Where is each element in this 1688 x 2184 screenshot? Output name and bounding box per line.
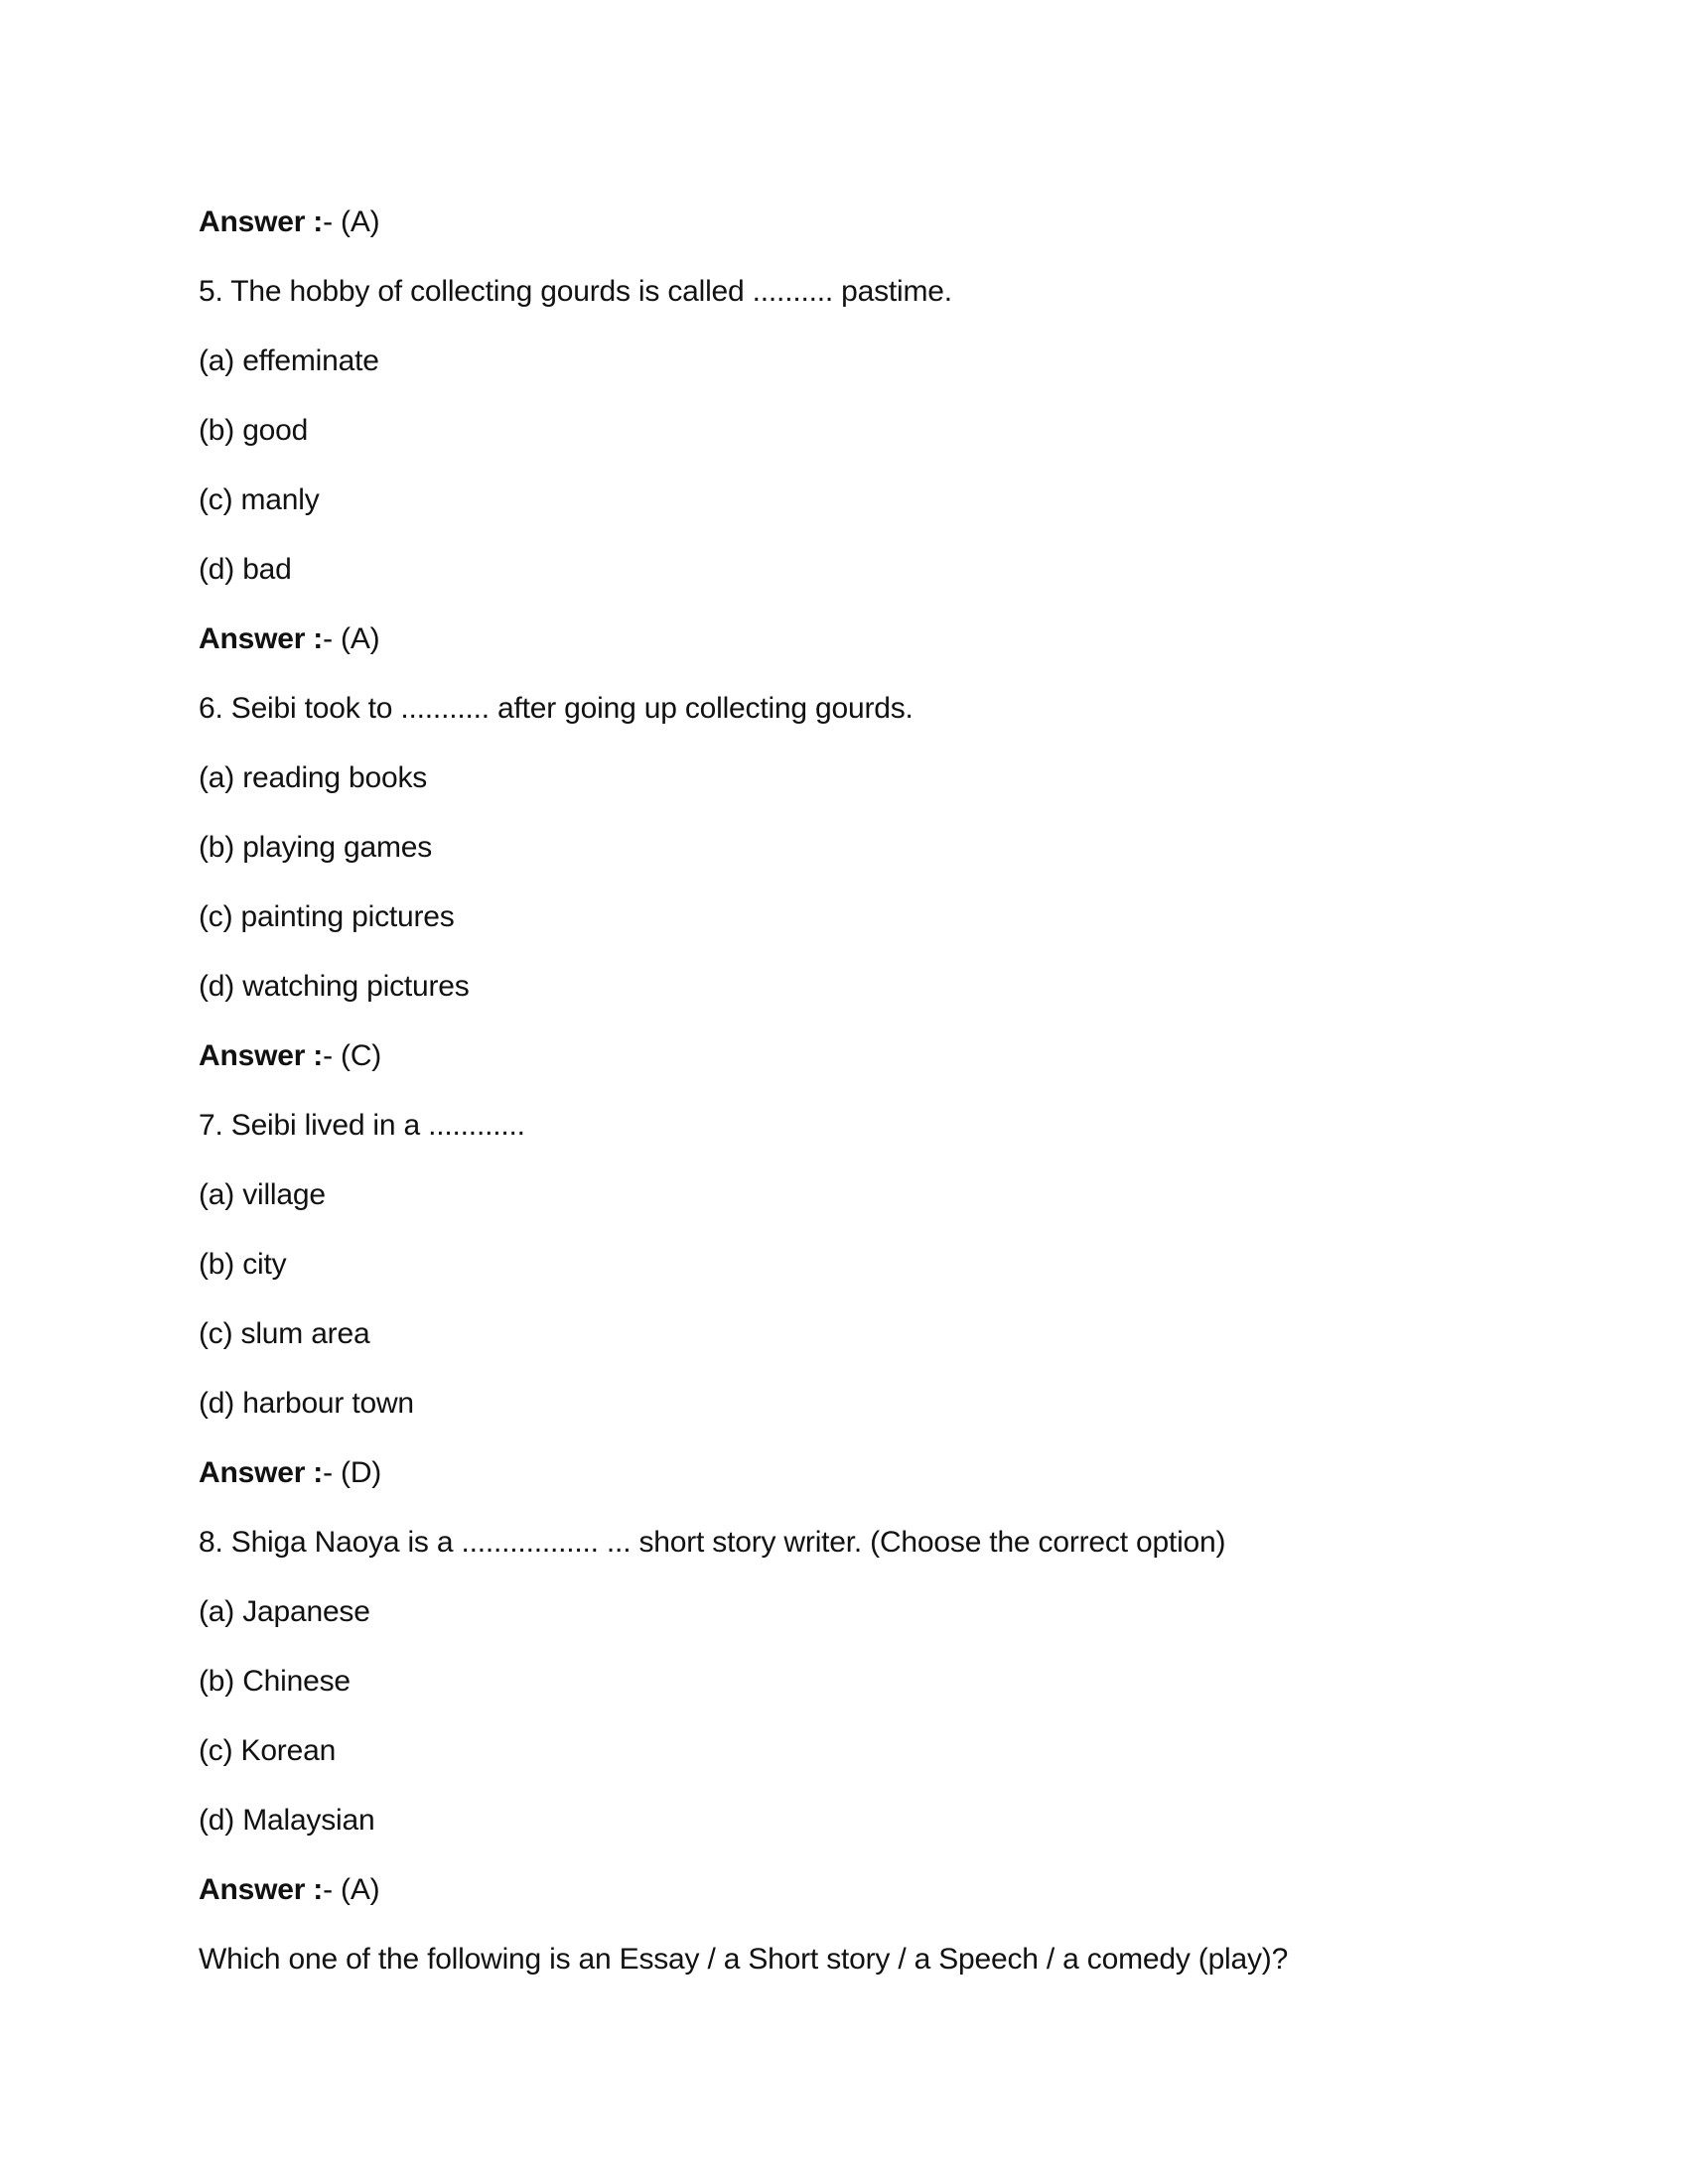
question-text: 7. Seibi lived in a ............ <box>199 1109 525 1142</box>
option-text: (d) bad <box>199 553 292 586</box>
option-text: (a) village <box>199 1178 326 1211</box>
option-text: (a) Japanese <box>199 1595 370 1628</box>
option-text: (b) city <box>199 1248 287 1281</box>
answer-label: Answer : <box>199 205 324 238</box>
question-text: 6. Seibi took to ........... after going up collecting gourds. <box>199 692 914 725</box>
option-text: (a) effeminate <box>199 344 379 377</box>
option-text: (b) playing games <box>199 831 433 864</box>
answer-line <box>199 202 1288 271</box>
answer-line <box>199 1035 1288 1105</box>
option-text: (d) Malaysian <box>199 1804 375 1837</box>
option-text: (c) manly <box>199 483 320 516</box>
option-text: (c) Korean <box>199 1734 337 1767</box>
option-text: (b) Chinese <box>199 1665 351 1698</box>
question-text: 5. The hobby of collecting gourds is called .......... pastime. <box>199 275 952 308</box>
answer-label: Answer : <box>199 1456 324 1489</box>
answer-line <box>199 618 1288 688</box>
document-body <box>199 202 1288 2008</box>
answer-line <box>199 1452 1288 1522</box>
question-text: Which one of the following is an Essay / a Short story / a Speech / a comedy (play)? <box>199 1943 1289 1976</box>
option-text: (c) slum area <box>199 1317 370 1350</box>
answer-line <box>199 1869 1288 1939</box>
option-text: (c) painting pictures <box>199 900 455 933</box>
answer-value: - (A) <box>323 622 380 655</box>
answer-value: - (A) <box>323 205 380 238</box>
answer-value: - (C) <box>323 1039 382 1072</box>
answer-label: Answer : <box>199 1873 324 1906</box>
option-text: (d) harbour town <box>199 1387 414 1420</box>
option-text: (b) good <box>199 414 309 447</box>
answer-value: - (D) <box>323 1456 382 1489</box>
question-text: 8. Shiga Naoya is a ................. ... short story writer. (Choose the correct option) <box>199 1526 1226 1559</box>
option-text: (a) reading books <box>199 761 428 794</box>
answer-label: Answer : <box>199 622 324 655</box>
answer-value: - (A) <box>323 1873 380 1906</box>
answer-label: Answer : <box>199 1039 324 1072</box>
option-text: (d) watching pictures <box>199 970 470 1003</box>
